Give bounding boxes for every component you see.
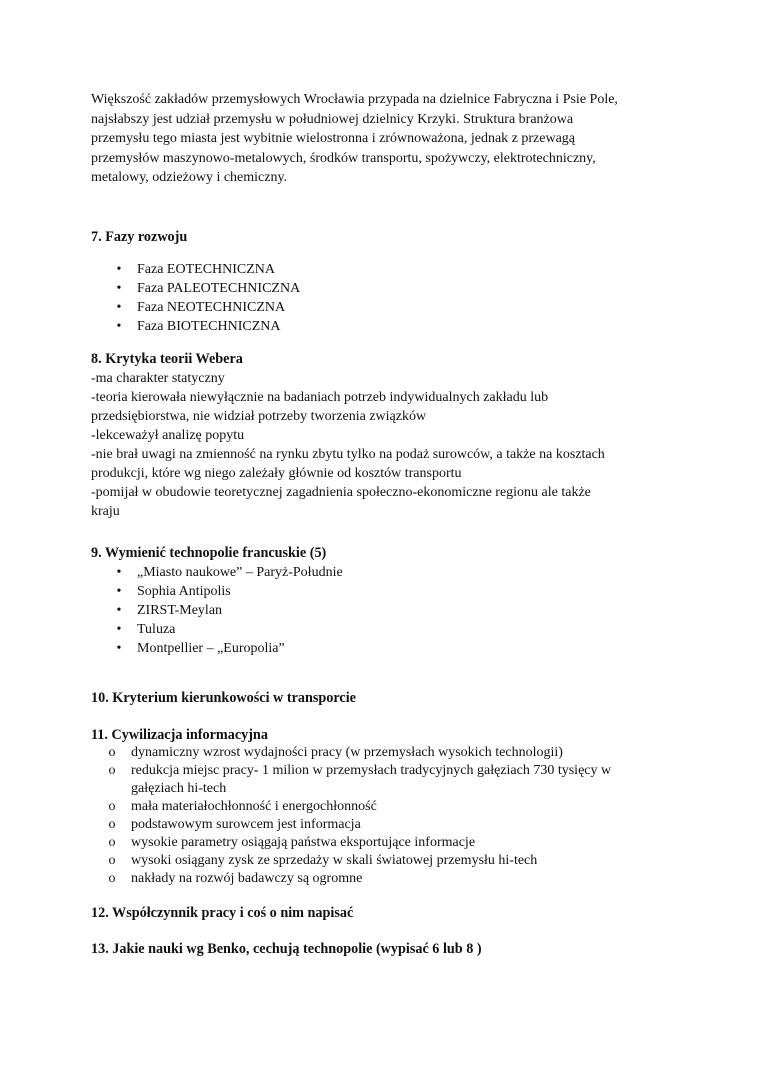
list-item: o wysoki osiągany zysk ze sprzedaży w skali światowej przemysłu hi-tech — [91, 852, 691, 870]
section-7-list — [91, 260, 691, 336]
section-10-heading: 10. Kryterium kierunkowości w transporcie — [91, 690, 356, 706]
text-line: -nie brał uwagi na zmienność na rynku zbytu tylko na podaż surowców, a także na kosztach — [91, 447, 605, 462]
bullet-icon: • — [116, 641, 122, 656]
circle-bullet-icon: o — [108, 763, 116, 778]
list-item: • Sophia Antipolis — [91, 582, 691, 601]
list-item: • Faza EOTECHNICZNA — [91, 260, 691, 279]
intro-line: metalowy, odzieżowy i chemiczny. — [91, 170, 288, 185]
bullet-icon: • — [116, 622, 122, 637]
intro-paragraph — [91, 90, 691, 188]
text-line: -pomijał w obudowie teoretycznej zagadnienia społeczno-ekonomiczne regionu ale także — [91, 485, 591, 500]
list-item: • Montpellier – „Europolia” — [91, 639, 691, 658]
bullet-icon: • — [116, 319, 122, 334]
list-item: o mała materiałochłonność i energochłonność — [91, 798, 691, 816]
list-item: o nakłady na rozwój badawczy są ogromne — [91, 870, 691, 888]
text-line: przedsiębiorstwa, nie widział potrzeby tworzenia związków — [91, 409, 427, 424]
list-item: • ZIRST-Meylan — [91, 601, 691, 620]
list-item: o dynamiczny wzrost wydajności pracy (w przemysłach wysokich technologii) — [91, 744, 691, 762]
intro-line: przemysłu tego miasta jest wybitnie wielostronna i zrównoważona, jednak z przewagą — [91, 131, 576, 146]
bullet-icon: • — [116, 300, 122, 315]
bullet-icon: • — [116, 262, 122, 277]
list-item: • „Miasto naukowe” – Paryż-Południe — [91, 563, 691, 582]
bullet-icon: • — [116, 584, 122, 599]
list-item: • Faza PALEOTECHNICZNA — [91, 279, 691, 298]
section-8-text — [91, 369, 691, 521]
text-line: -teoria kierowała niewyłącznie na badaniach potrzeb indywidualnych zakładu lub — [91, 390, 549, 405]
bullet-icon: • — [116, 281, 122, 296]
section-8-heading: 8. Krytyka teorii Webera — [91, 351, 243, 367]
intro-line: przemysłów maszynowo-metalowych, środków transportu, spożywczy, elektrotechniczny, — [91, 150, 596, 166]
section-11-list — [91, 744, 691, 888]
text-line: produkcji, które wg niego zależały głównie od kosztów transportu — [91, 466, 462, 481]
circle-bullet-icon: o — [108, 799, 116, 814]
list-item: o redukcja miejsc pracy- 1 milion w przemysłach tradycyjnych gałęziach 730 tysięcy w gałęziach hi-tech — [91, 762, 691, 798]
list-item: o podstawowym surowcem jest informacja — [91, 816, 691, 834]
list-item: • Faza BIOTECHNICZNA — [91, 317, 691, 336]
circle-bullet-icon: o — [108, 835, 116, 850]
list-item: • Tuluza — [91, 620, 691, 639]
list-item: • Faza NEOTECHNICZNA — [91, 298, 691, 317]
circle-bullet-icon: o — [108, 817, 116, 832]
intro-line: Większość zakładów przemysłowych Wrocławia przypada na dzielnice Fabryczna i Psie Pole, — [91, 92, 618, 107]
section-7-heading: 7. Fazy rozwoju — [91, 229, 188, 245]
bullet-icon: • — [116, 565, 122, 580]
section-13-heading: 13. Jakie nauki wg Benko, cechują technopolie (wypisać 6 lub 8 ) — [91, 941, 482, 957]
section-11-heading: 11. Cywilizacja informacyjna — [91, 727, 268, 743]
intro-line: najsłabszy jest udział przemysłu w południowej dzielnicy Krzyki. Struktura branżowa — [91, 111, 574, 127]
text-line: -lekceważył analizę popytu — [91, 428, 245, 443]
bullet-icon: • — [116, 603, 122, 618]
circle-bullet-icon: o — [108, 745, 116, 760]
text-line: -ma charakter statyczny — [91, 371, 225, 386]
list-item: o wysokie parametry osiągają państwa eksportujące informacje — [91, 834, 691, 852]
section-9-list — [91, 563, 691, 658]
text-line: kraju — [91, 504, 120, 519]
section-9-heading: 9. Wymienić technopolie francuskie (5) — [91, 545, 327, 561]
section-12-heading: 12. Współczynnik pracy i coś o nim napisać — [91, 905, 354, 921]
circle-bullet-icon: o — [108, 853, 116, 868]
circle-bullet-icon: o — [108, 871, 116, 886]
